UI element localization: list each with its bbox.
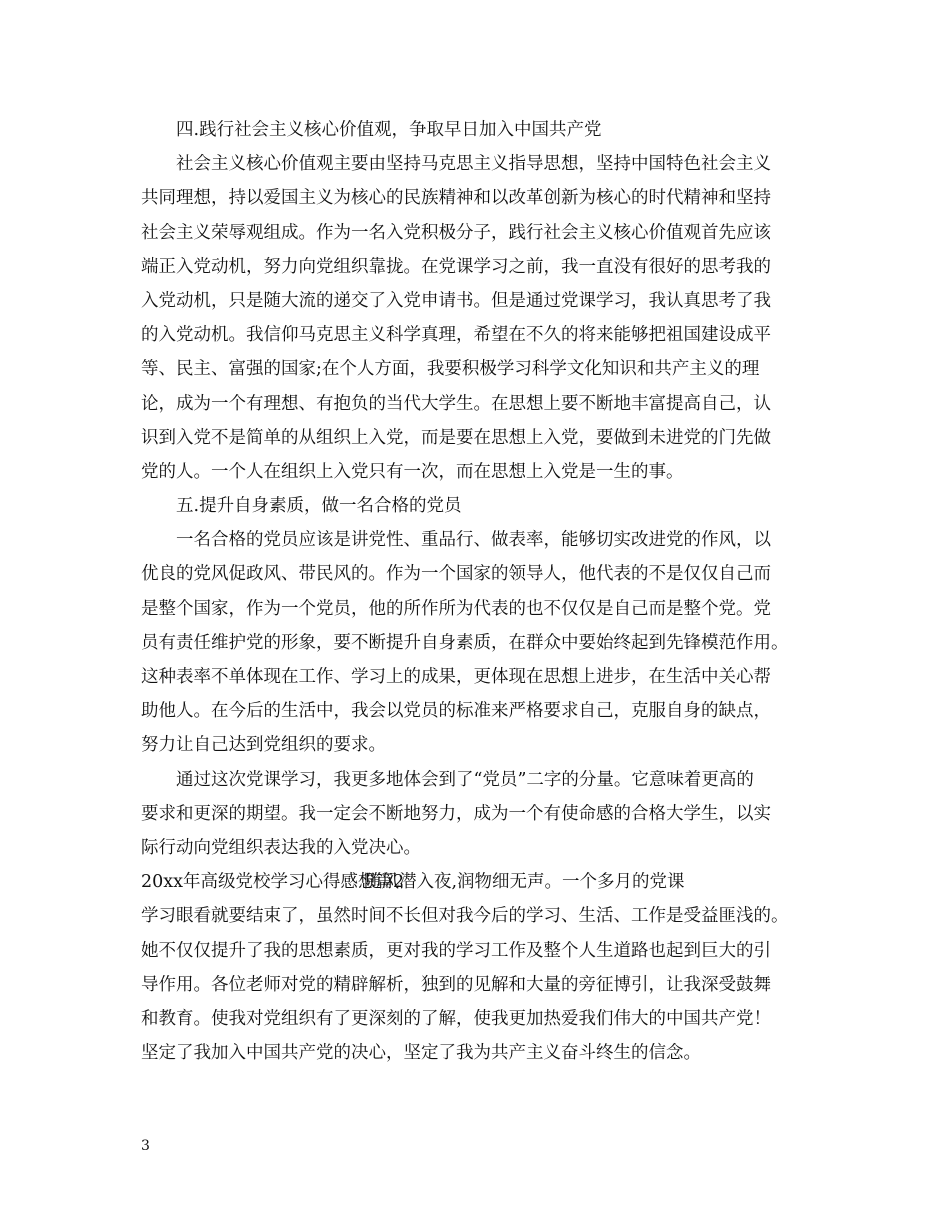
document-line: 努力让自己达到党组织的要求。: [141, 735, 386, 756]
document-line: 入党动机，只是随大流的递交了入党申请书。但是通过党课学习，我认真思考了我: [141, 290, 771, 311]
article-heading-line: [141, 865, 821, 899]
document-line: 这种表率不单体现在工作、学习上的成果，更体现在思想上进步，在生活中关心帮: [141, 667, 771, 687]
document-line: 五.提升自身素质，做一名合格的党员: [176, 496, 462, 517]
document-line: 端正入党动机，努力向党组织靠拢。在党课学习之前，我一直没有很好的思考我的: [141, 256, 771, 277]
document-line: 社会主义荣辱观组成。作为一名入党积极分子，践行社会主义核心价值观首先应该: [141, 222, 771, 243]
document-line: 一名合格的党员应该是讲党性、重品行、做表率，能够切实改进党的作风，以: [176, 530, 771, 551]
article-first-line: 随风潜入夜,润物细无声。一个多月的党课: [364, 872, 685, 893]
document-line: 的入党动机。我信仰马克思主义科学真理，希望在不久的将来能够把祖国建设成平: [141, 325, 771, 346]
article-lines: [141, 899, 821, 1070]
document-body: [141, 113, 821, 1070]
article-line: 学习眼看就要结束了，虽然时间不长但对我今后的学习、生活、工作是受益匪浅的。: [141, 906, 789, 927]
document-line: 等、民主、富强的国家;在个人方面，我要积极学习科学文化知识和共产主义的理: [141, 359, 760, 380]
document-line: 助他人。在今后的生活中，我会以党员的标准来严格要求自己，克服自身的缺点，: [141, 701, 771, 722]
article-line: 和教育。使我对党组织有了更深刻的了解，使我更加热爱我们伟大的中国共产党！: [141, 1008, 771, 1029]
article-line: 她不仅仅提升了我的思想素质，更对我的学习工作及整个人生道路也起到巨大的引: [141, 940, 771, 961]
document-line: 识到入党不是简单的从组织上入党，而是要在思想上入党，要做到未进党的门先做: [141, 427, 771, 448]
document-line: 共同理想，持以爱国主义为核心的民族精神和以改革创新为核心的时代精神和坚持: [141, 188, 771, 209]
document-line: 论，成为一个有理想、有抱负的当代大学生。在思想上要不断地丰富提高自己，认: [141, 393, 771, 414]
page-number: 3: [141, 1138, 150, 1154]
article-line: 导作用。各位老师对党的精辟解析，独到的见解和大量的旁征博引，让我深受鼓舞: [141, 974, 771, 995]
document-line: 四.践行社会主义核心价值观，争取早日加入中国共产党: [176, 120, 602, 140]
article-line: 坚定了我加入中国共产党的决心，坚定了我为共产主义奋斗终生的信念。: [141, 1043, 701, 1064]
document-line: 要求和更深的期望。我一定会不断地努力，成为一个有使命感的合格大学生，以实: [141, 803, 771, 824]
essay-lines: [141, 113, 821, 865]
document-line: 是整个国家，作为一个党员，他的所作所为代表的也不仅仅是自己而是整个党。党: [141, 598, 771, 619]
document-line: 社会主义核心价值观主要由坚持马克思主义指导思想，坚持中国特色社会主义: [176, 154, 771, 175]
document-line: 员有责任维护党的形象，要不断提升自身素质，在群众中要始终起到先锋模范作用。: [141, 632, 789, 653]
document-line: 通过这次党课学习，我更多地体会到了“党员”二字的分量。它意味着更高的: [176, 769, 754, 790]
document-line: 优良的党风促政风、带民风的。作为一个国家的领导人，他代表的不是仅仅自己而: [141, 564, 771, 585]
document-line: 际行动向党组织表达我的入党决心。: [141, 837, 421, 858]
article-heading: 20xx年高级党校学习心得感想篇2: [141, 872, 405, 893]
document-line: 党的人。一个人在组织上入党只有一次，而在思想上入党是一生的事。: [141, 461, 684, 482]
